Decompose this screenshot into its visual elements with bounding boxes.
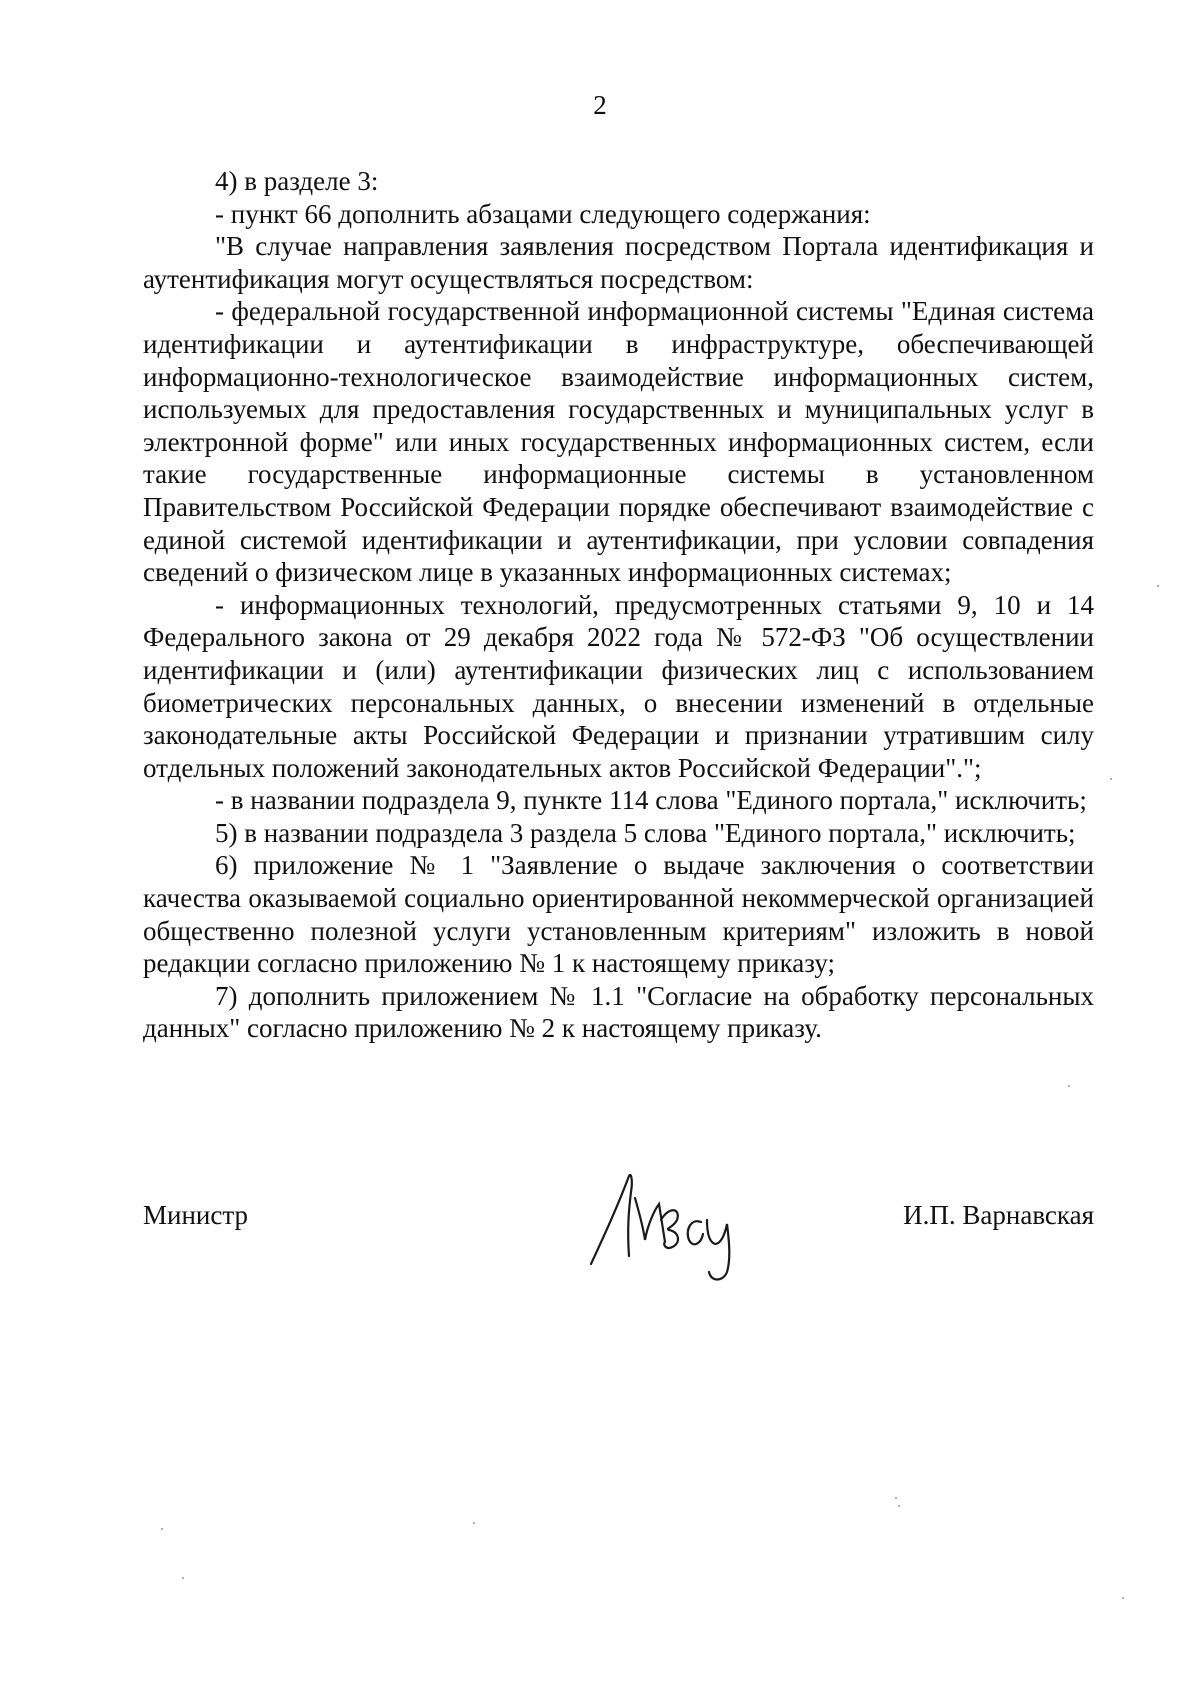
scan-speck bbox=[1110, 778, 1112, 780]
paragraph: 6) приложение № 1 "Заявление о выдаче заключения о соответствии качества оказываемой социально ориентированной некоммерческой организацией общественно полезной услуги установленным критериям" изложить в новой редакции согласно приложению № 1 к настоящему приказу; bbox=[143, 850, 1094, 979]
scan-speck bbox=[898, 1505, 900, 1507]
scan-speck bbox=[1157, 585, 1159, 587]
page-number: 2 bbox=[593, 90, 607, 120]
paragraph: - пункт 66 дополнить абзацами следующего содержания: bbox=[215, 198, 871, 229]
scan-speck bbox=[895, 1497, 897, 1499]
signature-block bbox=[143, 1178, 1094, 1318]
scan-speck bbox=[1068, 1085, 1070, 1087]
paragraph: - федеральной государственной информационной системы "Единая система идентификации и аутентификации в инфраструктуре, обеспечивающей информационно-технологическое взаимодействие информационных систем, используемых для предоставления государственных и муниципальных услуг в электронной форме" или иных государственных информационных систем, если такие государственные информационные системы в установленном Правительством Российской Федерации порядке обеспечивают взаимодействие с единой системой идентификации и аутентификации, при условии совпадения сведений о физическом лице в указанных информационных системах; bbox=[143, 296, 1094, 588]
paragraph: 5) в названии подраздела 3 раздела 5 слова "Единого портала," исключить; bbox=[215, 817, 1076, 848]
scan-speck bbox=[1122, 1597, 1124, 1599]
document-body bbox=[143, 165, 1094, 1045]
paragraph: - в названии подраздела 9, пункте 114 слова "Единого портала," исключить; bbox=[215, 785, 1087, 816]
signatory-name: И.П. Варнавская bbox=[903, 1200, 1094, 1230]
paragraph: "В случае направления заявления посредством Портала идентификация и аутентификация могут осуществляться посредством: bbox=[143, 231, 1094, 294]
signatory-position: Министр bbox=[143, 1200, 248, 1230]
scan-speck bbox=[182, 1577, 184, 1579]
handwritten-signature bbox=[573, 1168, 743, 1288]
scan-speck bbox=[473, 1522, 475, 1524]
paragraph: 4) в разделе 3: bbox=[215, 166, 379, 196]
paragraph: 7) дополнить приложением № 1.1 "Согласие на обработку персональных данных" согласно приложению № 2 к настоящему приказу. bbox=[143, 980, 1094, 1044]
scan-speck bbox=[161, 1528, 163, 1530]
paragraph: - информационных технологий, предусмотренных статьями 9, 10 и 14 Федерального закона от 29 декабря 2022 года № 572-ФЗ "Об осуществлении идентификации и (или) аутентификации физических лиц с использованием биометрических персональных данных, о внесении изменений в отдельные законодательные акты Российской Федерации и признании утратившим силу отдельных положений законодательных актов Российской Федерации"."; bbox=[143, 589, 1094, 783]
